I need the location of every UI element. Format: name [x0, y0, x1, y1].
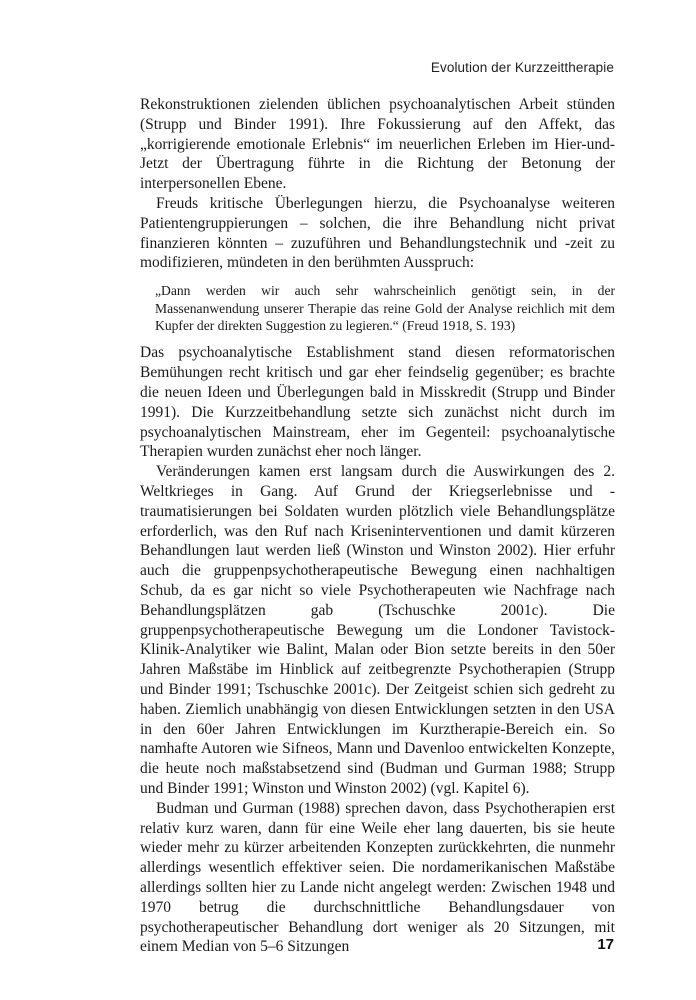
paragraph-3: Das psychoanalytische Establishment stand diesen reformatorischen Bemühungen recht kritisch und gar eher feindselig gegenüber; es brachte die neuen Ideen und Überlegungen bald in Misskredit (Strupp und Binder 1991). Die Kurzzeitbehandlung setzte sich zunächst nicht durch im psychoanalytischen Mainstream, eher im Gegenteil: psychoanalytische Therapien wurden zunächst eher noch länger.: [140, 344, 615, 461]
block-quote: „Dann werden wir auch sehr wahrscheinlich genötigt sein, in der Massenanwendung unserer Therapie das reine Gold der Analyse reichlich mit dem Kupfer der direkten Suggestion zu legieren.“ (Freud 1918, S. 193): [155, 283, 615, 333]
paragraph-5: Budman und Gurman (1988) sprechen davon, dass Psychotherapien erst relativ kurz waren, dann für eine Weile eher lang dauerten, bis sie heute wieder mehr zu kürzer arbeitenden Konzepten zurückkehrten, die nunmehr allerdings wesentlich effektiver seien. Die nordamerikanischen Maßstäbe allerdings sollten hier zu Lande nicht angelegt werden: Zwischen 1948 und 1970 betrug die durchschnittliche Behandlungsdauer von psychotherapeutischer Behandlung dort weniger als 20 Sitzungen, mit einem Median von 5–6 Sitzungen: [140, 799, 615, 956]
running-header: Evolution der Kurzzeittherapie: [430, 60, 614, 75]
body-text: [140, 95, 615, 957]
paragraph-2: Freuds kritische Überlegungen hierzu, die Psychoanalyse weiteren Patientengruppierungen – solchen, die ihre Behandlung nicht privat finanzieren könnten – zuzuführen und Behandlungstechnik und -zeit zu modifizieren, mündeten in den berühmten Ausspruch:: [140, 194, 615, 272]
paragraph-4: Veränderungen kamen erst langsam durch die Auswirkungen des 2. Weltkrieges in Gang. Auf Grund der Kriegserlebnisse und -traumatisierungen bei Soldaten wurden plötzlich viele Behandlungsplätze erforderlich, was den Ruf nach Kriseninterventionen und damit kürzeren Behandlungen laut werden ließ (Winston und Winston 2002). Hier erfuhr auch die gruppenpsychotherapeutische Bewegung einen nachhaltigen Schub, da es gar nicht so viele Psychotherapeuten wie Nachfrage nach Behandlungsplätzen gab (Tschuschke 2001c). Die gruppenpsychotherapeutische Bewegung um die Londoner Tavistock-Klinik-Analytiker wie Balint, Malan oder Bion setzte bereits in den 50er Jahren Maßstäbe im Hinblick auf zeitbegrenzte Psychotherapien (Strupp und Binder 1991; Tschuschke 2001c). Der Zeitgeist schien sich gedreht zu haben. Ziemlich unabhängig von diesen Entwicklungen setzten in den USA in den 60er Jahren Entwicklungen im Kurztherapie-Bereich ein. So namhafte Autoren wie Sifneos, Mann und Davenloo entwickelten Konzepte, die heute noch maßstabsetzend sind (Budman und Gurman 1988; Strupp und Binder 1991; Winston und Winston 2002) (vgl. Kapitel 6).: [140, 463, 615, 797]
page-number: 17: [597, 936, 614, 953]
paragraph-1: Rekonstruktionen zielenden üblichen psychoanalytischen Arbeit stünden (Strupp und Binder 1991). Ihre Fokussierung auf den Affekt, das „korrigierende emotionale Erlebnis“ im neuerlichen Erleben im Hier-und-Jetzt der Übertragung führte in die Richtung der Betonung der interpersonellen Ebene.: [140, 96, 615, 193]
